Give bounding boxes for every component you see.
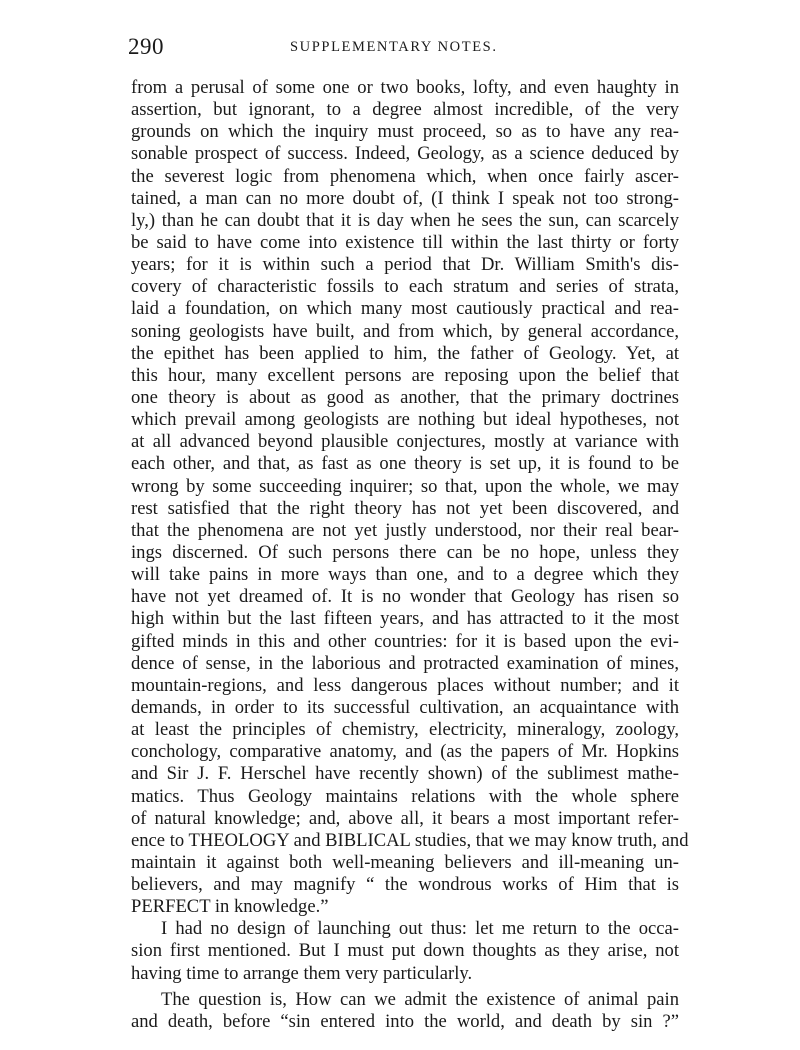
text-line: maintain it against both well-meaning believers and ill-meaning un- <box>131 851 679 873</box>
text-line: conchology, comparative anatomy, and (as the papers of Mr. Hopkins <box>131 741 679 763</box>
text-line: that the phenomena are not yet justly understood, nor their real bear- <box>131 519 679 541</box>
text-line: will take pains in more ways than one, and to a degree which they <box>131 564 679 586</box>
text-line: demands, in order to its successful cultivation, an acquaintance with <box>131 696 679 718</box>
text-line: high within but the last fifteen years, and has attracted to it the most <box>131 608 679 630</box>
text-line: at all advanced beyond plausible conjectures, mostly at variance with <box>131 431 679 453</box>
text-line: I had no design of launching out thus: let me return to the occa- <box>161 918 679 940</box>
text-line: years; for it is within such a period that Dr. William Smith's dis- <box>131 254 679 276</box>
text-line: and Sir J. F. Herschel have recently shown) of the sublimest mathe- <box>131 763 679 785</box>
text-line: mountain-regions, and less dangerous places without number; and it <box>131 674 679 696</box>
text-line: laid a foundation, on which many most cautiously practical and rea- <box>131 298 679 320</box>
text-line: tained, a man can no more doubt of, (I think I speak not too strong- <box>131 187 679 209</box>
text-line: grounds on which the inquiry must proceed, so as to have any rea- <box>131 121 679 143</box>
text-line: from a perusal of some one or two books, lofty, and even haughty in <box>131 77 679 98</box>
text-line: be said to have come into existence till within the last thirty or forty <box>131 231 679 253</box>
text-line: sion first mentioned. But I must put down thoughts as they arise, not <box>131 940 679 962</box>
text-line: dence of sense, in the laborious and protracted examination of mines, <box>131 652 679 674</box>
text-line: ence to THEOLOGY and BIBLICAL studies, that we may know truth, and <box>131 829 689 851</box>
text-line: wrong by some succeeding inquirer; so that, upon the whole, we may <box>131 475 679 497</box>
text-line: PERFECT in knowledge.” <box>131 896 329 918</box>
text-line: sonable prospect of success. Indeed, Geology, as a science deduced by <box>131 143 679 165</box>
text-line: gifted minds in this and other countries: for it is based upon the evi- <box>131 630 679 652</box>
page-number: 290 <box>128 34 164 59</box>
text-line: and death, before “sin entered into the world, and death by sin ?” <box>131 1010 679 1032</box>
text-line: having time to arrange them very particularly. <box>131 962 473 984</box>
text-line: rest satisfied that the right theory has not yet been discovered, and <box>131 497 679 519</box>
text-line: one theory is about as good as another, that the primary doctrines <box>131 386 679 408</box>
text-line: assertion, but ignorant, to a degree almost incredible, of the very <box>131 99 679 121</box>
text-line: The question is, How can we admit the existence of animal pain <box>161 988 679 1010</box>
text-line: believers, and may magnify “ the wondrous works of Him that is <box>131 874 679 896</box>
text-line: each other, and that, as fast as one theory is set up, it is found to be <box>131 453 679 475</box>
text-line: soning geologists have built, and from which, by general accordance, <box>131 320 679 342</box>
running-head: SUPPLEMENTARY NOTES. <box>290 39 498 55</box>
text-line: the severest logic from phenomena which, when once fairly ascer- <box>131 165 679 187</box>
body-text <box>131 77 689 1033</box>
text-line: which prevail among geologists are nothing but ideal hypotheses, not <box>131 409 679 431</box>
text-line: ly,) than he can doubt that it is day when he sees the sun, can scarcely <box>131 209 679 231</box>
text-line: this hour, many excellent persons are reposing upon the belief that <box>131 364 679 386</box>
text-line: have not yet dreamed of. It is no wonder that Geology has risen so <box>131 586 679 608</box>
text-line: matics. Thus Geology maintains relations with the whole sphere <box>131 785 679 807</box>
text-line: ings discerned. Of such persons there can be no hope, unless they <box>131 541 679 563</box>
text-line: at least the principles of chemistry, electricity, mineralogy, zoology, <box>131 719 679 741</box>
page-header <box>128 34 668 64</box>
text-line: of natural knowledge; and, above all, it bears a most important refer- <box>131 807 679 829</box>
text-line: covery of characteristic fossils to each stratum and series of strata, <box>131 276 679 298</box>
text-line: the epithet has been applied to him, the father of Geology. Yet, at <box>131 342 679 364</box>
